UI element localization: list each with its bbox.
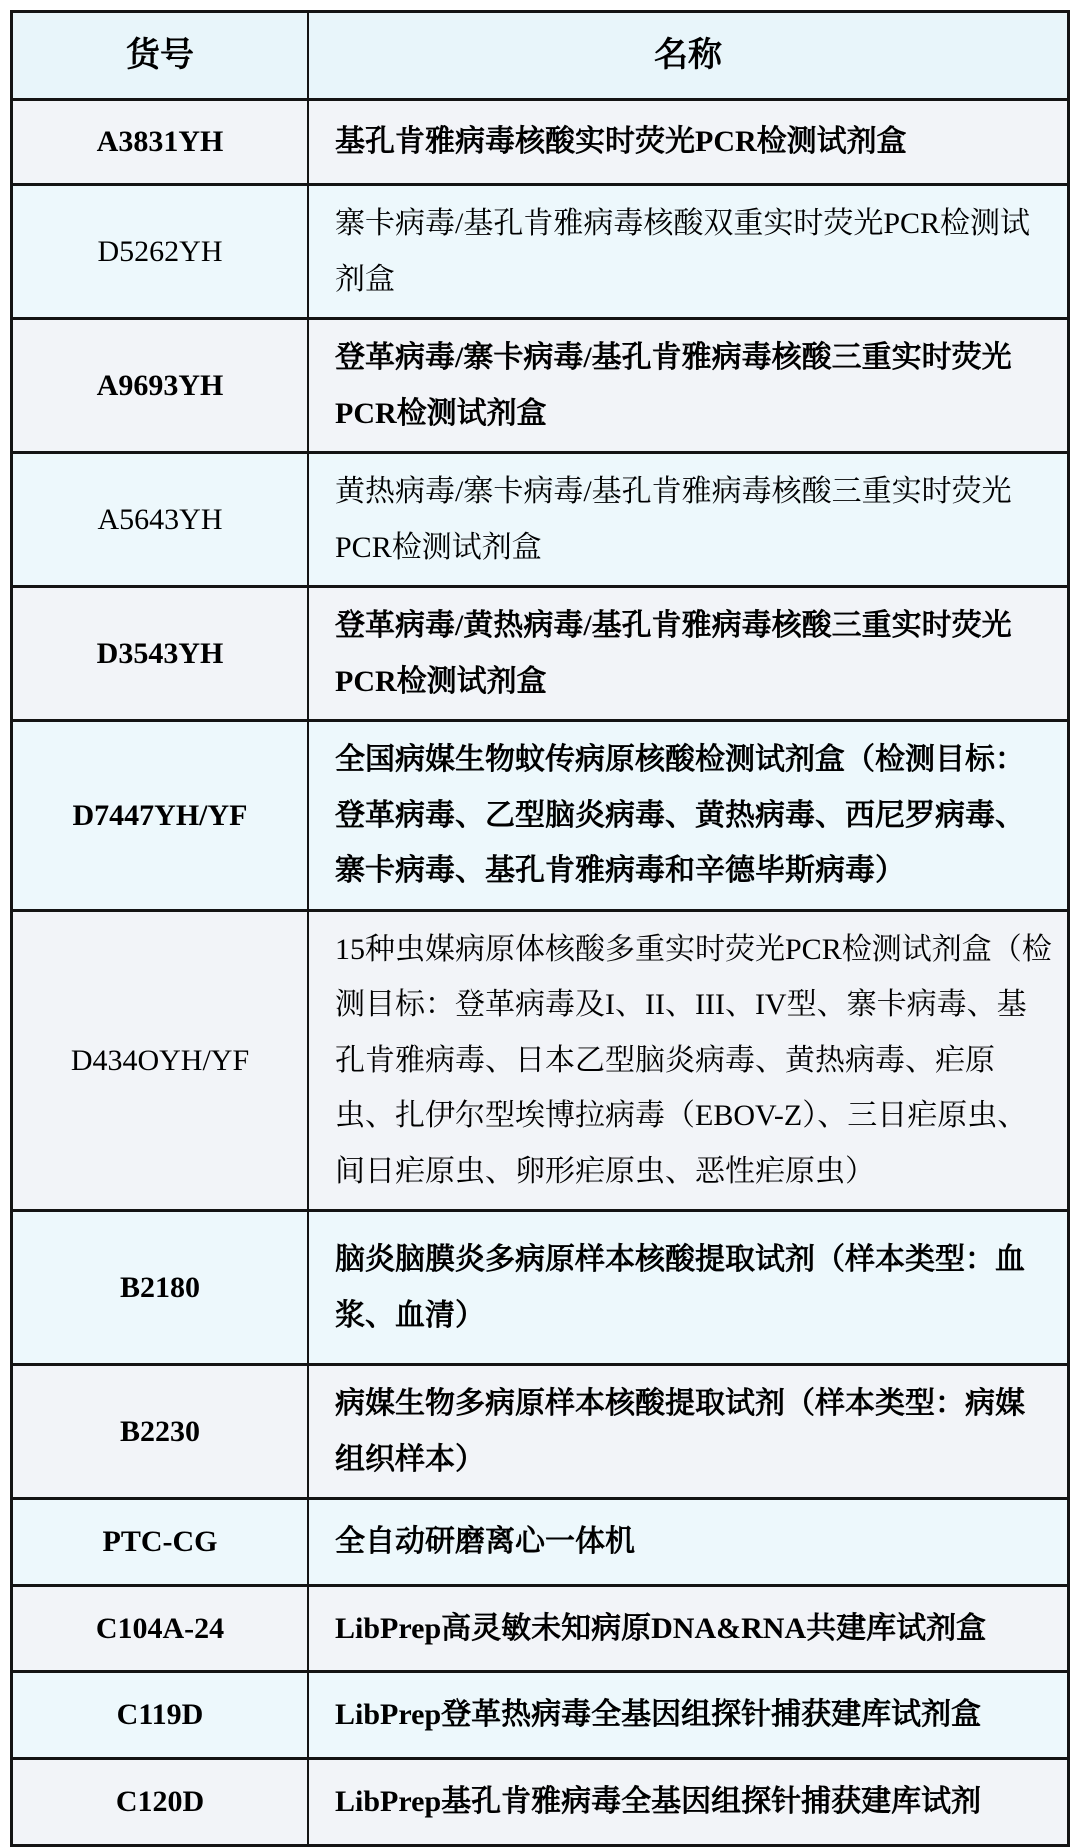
- product-code: D3543YH: [13, 588, 309, 719]
- product-code: C119D: [13, 1673, 309, 1757]
- product-code: A9693YH: [13, 320, 309, 451]
- product-code: D7447YH/YF: [13, 722, 309, 909]
- column-header-code: 货号: [13, 13, 309, 98]
- product-code: B2230: [13, 1366, 309, 1497]
- product-name: 黄热病毒/寨卡病毒/基孔肯雅病毒核酸三重实时荧光PCR检测试剂盒: [335, 475, 1012, 564]
- product-table: [10, 10, 1070, 1847]
- product-code: C104A-24: [13, 1587, 309, 1670]
- product-name: LibPrep高灵敏未知病原DNA&RNA共建库试剂盒: [335, 1611, 987, 1645]
- product-name: 15种虫媒病原体核酸多重实时荧光PCR检测试剂盒（检测目标：登革病毒及I、II、III、IV型、寨卡病毒、基孔肯雅病毒、日本乙型脑炎病毒、黄热病毒、疟原虫、扎伊尔型埃博拉病毒（EBOV-Z）、三日疟原虫、间日疟原虫、卵形疟原虫、恶性疟原虫）: [335, 932, 1052, 1188]
- table-row: [13, 98, 1067, 183]
- table-row: [13, 1757, 1067, 1844]
- product-code: B2180: [13, 1212, 309, 1363]
- product-code: D434OYH/YF: [13, 912, 309, 1210]
- product-name: 基孔肯雅病毒核酸实时荧光PCR检测试剂盒: [335, 125, 907, 159]
- table-row: [13, 1209, 1067, 1363]
- product-name: LibPrep基孔肯雅病毒全基因组探针捕获建库试剂: [335, 1785, 982, 1819]
- product-name: 登革病毒/寨卡病毒/基孔肯雅病毒核酸三重实时荧光PCR检测试剂盒: [335, 341, 1012, 430]
- column-header-name: 名称: [654, 36, 722, 75]
- product-code: C120D: [13, 1760, 309, 1844]
- product-code: A3831YH: [13, 101, 309, 183]
- product-name: 寨卡病毒/基孔肯雅病毒核酸双重实时荧光PCR检测试剂盒: [335, 207, 1031, 296]
- product-name: LibPrep登革热病毒全基因组探针捕获建库试剂盒: [335, 1698, 982, 1732]
- table-row: [13, 1584, 1067, 1670]
- table-row: [13, 317, 1067, 451]
- product-name: 登革病毒/黄热病毒/基孔肯雅病毒核酸三重实时荧光PCR检测试剂盒: [335, 609, 1012, 698]
- table-row: [13, 1363, 1067, 1497]
- product-name: 全国病媒生物蚊传病原核酸检测试剂盒（检测目标：登革病毒、乙型脑炎病毒、黄热病毒、西尼罗病毒、寨卡病毒、基孔肯雅病毒和辛德毕斯病毒）: [335, 743, 1025, 887]
- product-code: D5262YH: [13, 186, 309, 317]
- table-row: [13, 909, 1067, 1210]
- table-row: [13, 451, 1067, 585]
- table-header-row: [13, 13, 1067, 98]
- product-code: A5643YH: [13, 454, 309, 585]
- product-code: PTC-CG: [13, 1500, 309, 1584]
- table-row: [13, 719, 1067, 909]
- product-name: 病媒生物多病原样本核酸提取试剂（样本类型：病媒组织样本）: [335, 1387, 1025, 1476]
- product-name: 全自动研磨离心一体机: [335, 1525, 635, 1559]
- table-row: [13, 1670, 1067, 1757]
- table-row: [13, 585, 1067, 719]
- table-row: [13, 183, 1067, 317]
- table-row: [13, 1497, 1067, 1584]
- product-name: 脑炎脑膜炎多病原样本核酸提取试剂（样本类型：血浆、血清）: [335, 1243, 1025, 1332]
